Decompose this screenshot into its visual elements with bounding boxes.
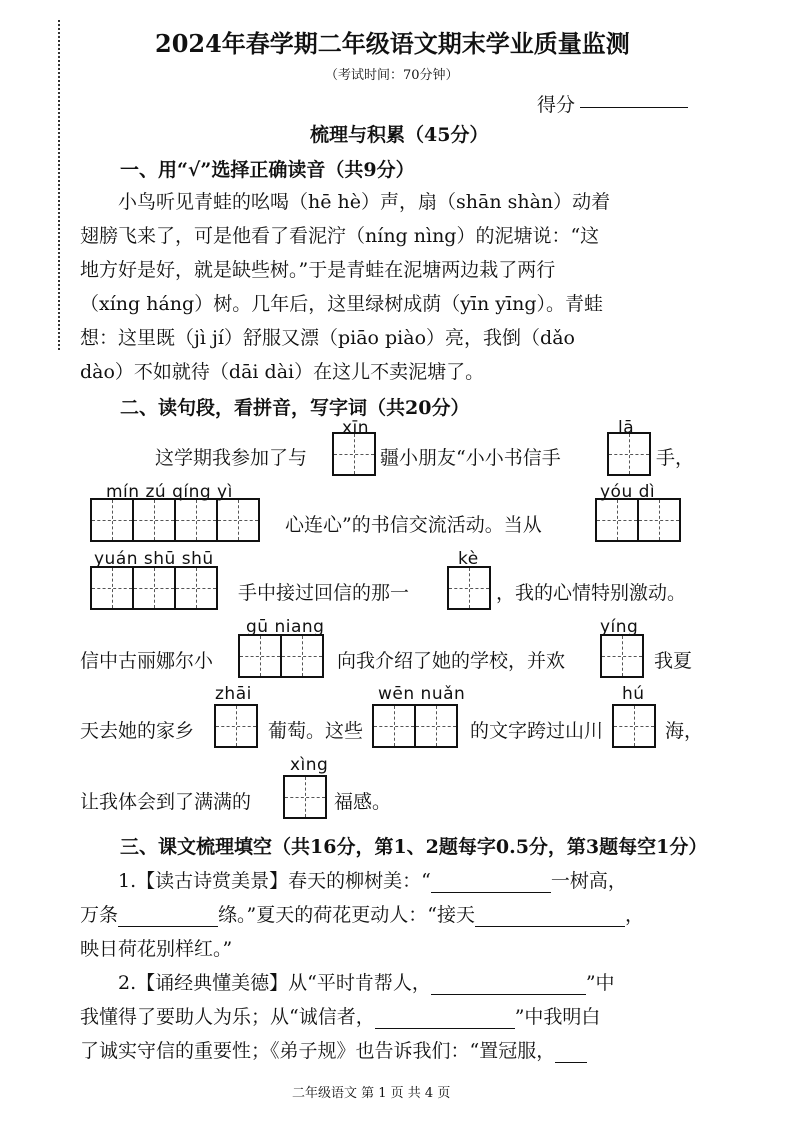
- q2-text: ，我的心情特别激动。: [496, 582, 687, 604]
- pinyin-label: gū niang: [246, 617, 325, 637]
- q1-heading: 一、用“√”选择正确读音（共9分）: [120, 159, 415, 181]
- writing-grid[interactable]: [372, 704, 458, 748]
- writing-grid[interactable]: [612, 704, 656, 748]
- writing-grid[interactable]: [332, 432, 376, 476]
- answer-blank[interactable]: [475, 906, 625, 927]
- pinyin-label: xīn: [342, 418, 370, 438]
- pinyin-label: mín zú qíng yì: [106, 482, 233, 502]
- binding-margin-dots: [58, 20, 60, 350]
- score-label: 得分: [537, 94, 576, 116]
- q1-line: dào）不如就待（dāi dài）在这儿不卖泥塘了。: [80, 361, 485, 383]
- q2-text: 手，: [656, 447, 695, 469]
- q3-text: ，: [624, 904, 644, 926]
- q1-line: 小鸟听见青蛙的吆喝（hē hè）声，扇（shān shàn）动着: [118, 191, 611, 213]
- q3-text: 映日荷花别样红。”: [80, 938, 233, 960]
- q3-text: 2.【诵经典懂美德】从“平时肯帮人，: [118, 972, 431, 994]
- q2-text: 的文字跨过山川: [470, 720, 604, 742]
- q3-heading: 三、课文梳理填空（共16分，第1、2题每字0.5分，第3题每空1分）: [120, 836, 708, 858]
- q2-text: 天去她的家乡: [80, 720, 195, 742]
- pinyin-label: wēn nuǎn: [378, 684, 466, 704]
- pinyin-label: hú: [622, 684, 645, 704]
- pinyin-label: kè: [458, 549, 479, 569]
- answer-blank[interactable]: [555, 1042, 587, 1063]
- pinyin-label: yuán shū shū: [94, 549, 214, 569]
- q3-text: [80, 900, 644, 927]
- q2-text: 向我介绍了她的学校，并欢: [337, 650, 566, 672]
- writing-grid[interactable]: [90, 566, 218, 610]
- score-field[interactable]: [580, 91, 688, 108]
- writing-grid[interactable]: [600, 634, 644, 678]
- answer-blank[interactable]: [118, 906, 218, 927]
- q3-text: 万条: [80, 904, 119, 926]
- q2-text: 我夏: [654, 650, 693, 672]
- q3-text: [118, 968, 615, 995]
- q2-text: 葡萄。这些: [268, 720, 364, 742]
- q1-line: （xíng háng）树。几年后，这里绿树成荫（yīn yīng）。青蛙: [80, 293, 603, 315]
- exam-time-note: （考试时间：70分钟）: [325, 68, 459, 83]
- q3-text: 1.【读古诗赏美景】春天的柳树美：“: [118, 870, 431, 892]
- q2-text: 让我体会到了满满的: [80, 791, 252, 813]
- q1-line: 地方好是好，就是缺些树。”于是青蛙在泥塘两边栽了两行: [80, 259, 556, 281]
- q2-text: 疆小朋友“小小书信手: [380, 447, 561, 469]
- q3-text: [80, 1002, 600, 1029]
- writing-grid[interactable]: [90, 498, 260, 542]
- q2-text: 海，: [665, 720, 704, 742]
- q3-text: 一树高，: [550, 870, 627, 892]
- answer-blank[interactable]: [431, 974, 586, 995]
- q3-text: ”中我明白: [514, 1006, 601, 1028]
- q3-text: 我懂得了要助人为乐；从“诚信者，: [80, 1006, 375, 1028]
- q1-line: 翅膀飞来了，可是他看了看泥泞（níng nìng）的泥塘说：“这: [80, 225, 600, 247]
- q2-heading: 二、读句段，看拼音，写字词（共20分）: [120, 397, 470, 419]
- writing-grid[interactable]: [214, 704, 258, 748]
- q3-text: 了诚实守信的重要性；《弟子规》也告诉我们：“置冠服，: [80, 1040, 556, 1062]
- q1-line: 想：这里既（jì jí）舒服又漂（piāo piào）亮，我倒（dǎo: [80, 327, 575, 349]
- q2-text: 信中古丽娜尔小: [80, 650, 214, 672]
- q2-text: 心连心”的书信交流活动。当从: [285, 514, 542, 536]
- writing-grid[interactable]: [283, 775, 327, 819]
- pinyin-label: yíng: [600, 617, 639, 637]
- exam-title: 2024年春学期二年级语文期末学业质量监测: [155, 29, 630, 58]
- q3-text: 绦。”夏天的荷花更动人：“接天: [218, 904, 475, 926]
- q2-text: 手中接过回信的那一: [238, 582, 410, 604]
- pinyin-label: zhāi: [215, 684, 252, 704]
- q2-text: 这学期我参加了与: [155, 447, 308, 469]
- answer-blank[interactable]: [375, 1008, 515, 1029]
- writing-grid[interactable]: [238, 634, 324, 678]
- writing-grid[interactable]: [607, 432, 651, 476]
- q3-text: ”中: [585, 972, 615, 994]
- page-footer: 二年级语文 第 1 页 共 4 页: [292, 1086, 451, 1101]
- writing-grid[interactable]: [447, 566, 491, 610]
- pinyin-label: lā: [618, 418, 635, 438]
- section-heading: 梳理与积累（45分）: [310, 124, 489, 146]
- q2-text: 福感。: [334, 791, 392, 813]
- q3-text: [118, 866, 627, 893]
- q3-text: [80, 1036, 587, 1063]
- answer-blank[interactable]: [431, 872, 551, 893]
- writing-grid[interactable]: [595, 498, 681, 542]
- pinyin-label: yóu dì: [600, 482, 656, 502]
- pinyin-label: xìng: [290, 755, 329, 775]
